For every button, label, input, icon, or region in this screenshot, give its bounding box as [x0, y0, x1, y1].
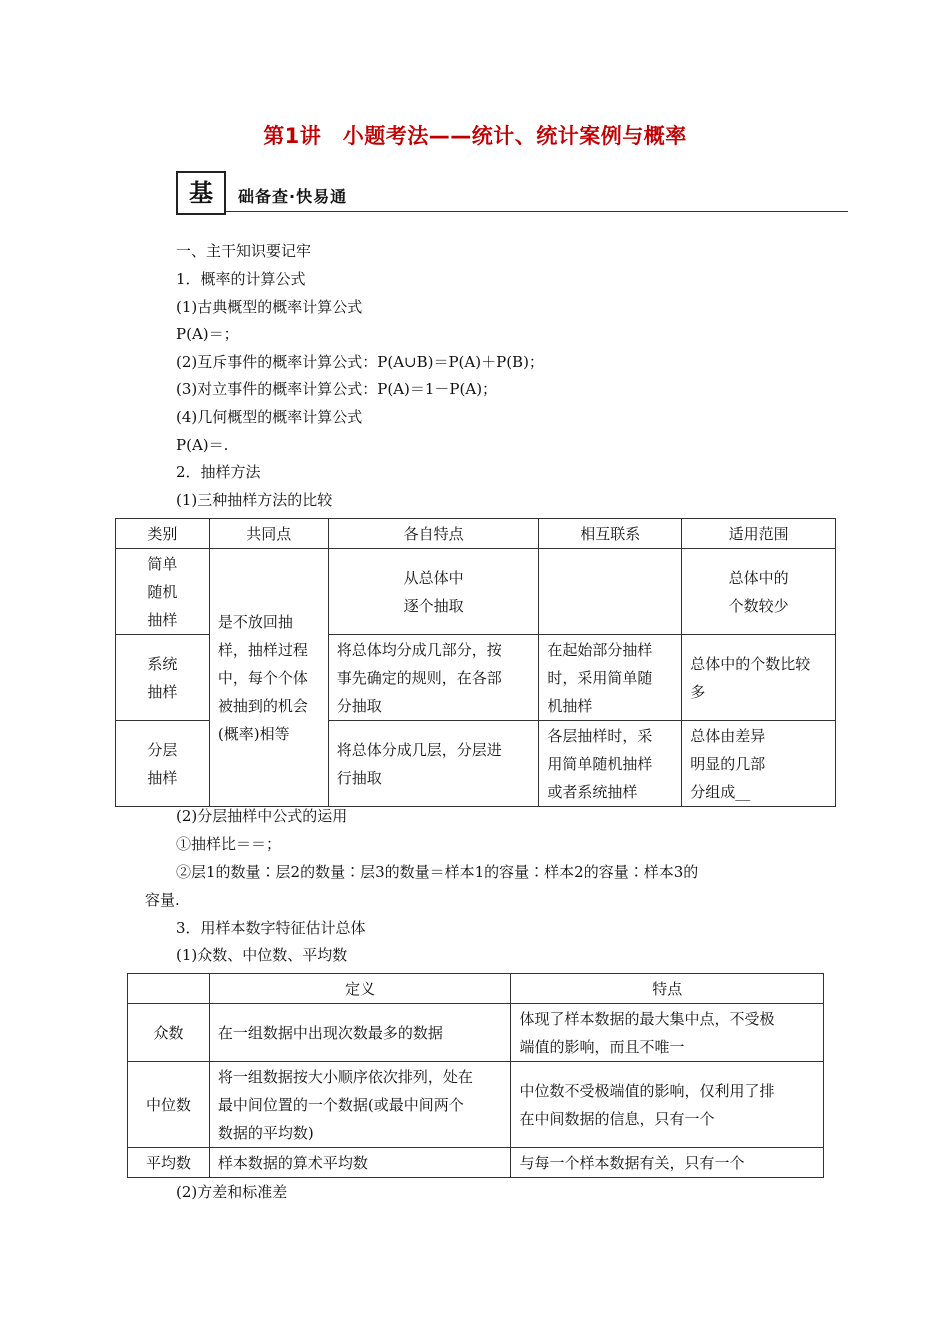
banner-box: 基	[176, 171, 226, 215]
heading-sampling-methods: 2．抽样方法	[176, 463, 261, 481]
cell-mean-characteristics: 与每一个样本数据有关，只有一个	[511, 1148, 824, 1178]
table-header-row	[128, 974, 824, 1004]
cell-simple-relation	[539, 549, 682, 635]
table-header-row	[116, 519, 836, 549]
header-features: 各自特点	[328, 519, 539, 549]
cell-mode-definition: 在一组数据中出现次数最多的数据	[209, 1004, 511, 1062]
table-row	[116, 549, 836, 635]
cell-simple-random: 简单 随机 抽样	[116, 549, 210, 635]
cell-simple-feature: 从总体中 逐个抽取	[328, 549, 539, 635]
header-blank	[128, 974, 210, 1004]
banner-text: 础备查·快易通	[238, 187, 348, 206]
cell-median-characteristics: 中位数不受极端值的影响，仅利用了排 在中间数据的信息，只有一个	[511, 1062, 824, 1148]
sampling-table	[115, 518, 836, 807]
item-mutually-exclusive: (2)互斥事件的概率计算公式：P(A∪B)＝P(A)＋P(B)；	[176, 353, 544, 371]
cell-simple-scope: 总体中的 个数较少	[682, 549, 836, 635]
cell-mean: 平均数	[128, 1148, 210, 1178]
cell-stratified-scope: 总体由差异 明显的几部 分组成__	[682, 721, 836, 807]
item-geometric-probability: (4)几何概型的概率计算公式	[176, 408, 363, 426]
formula-classical: P(A)＝；	[176, 325, 239, 343]
item-classical-probability: (1)古典概型的概率计算公式	[176, 298, 363, 316]
formula-geometric: P(A)＝.	[176, 436, 229, 454]
cell-systematic-scope: 总体中的个数比较 多	[682, 635, 836, 721]
heading-main-knowledge: 一、主干知识要记牢	[176, 242, 312, 260]
header-relation: 相互联系	[539, 519, 682, 549]
section-banner	[176, 171, 848, 221]
cell-mean-definition: 样本数据的算术平均数	[209, 1148, 511, 1178]
header-common: 共同点	[209, 519, 328, 549]
cell-mode-characteristics: 体现了样本数据的最大集中点，不受极 端值的影响，而且不唯一	[511, 1004, 824, 1062]
table-row	[128, 1004, 824, 1062]
item-stratified-formula: (2)分层抽样中公式的运用	[176, 807, 348, 825]
statistics-table	[127, 973, 824, 1178]
cell-common-point: 是不放回抽 样，抽样过程 中，每个个体 被抽到的机会 (概率)相等	[209, 549, 328, 807]
heading-probability-formulas: 1．概率的计算公式	[176, 270, 306, 288]
banner-rule	[226, 211, 848, 212]
cell-mode: 众数	[128, 1004, 210, 1062]
table-row	[128, 1148, 824, 1178]
header-scope: 适用范围	[682, 519, 836, 549]
cell-systematic-feature: 将总体均分成几部分，按 事先确定的规则，在各部 分抽取	[328, 635, 539, 721]
table-row	[128, 1062, 824, 1148]
heading-sample-features: 3．用样本数字特征估计总体	[176, 919, 366, 937]
item-sampling-comparison: (1)三种抽样方法的比较	[176, 491, 333, 509]
cell-median-definition: 将一组数据按大小顺序依次排列，处在 最中间位置的一个数据(或最中间两个 数据的平均数)	[209, 1062, 511, 1148]
cell-median: 中位数	[128, 1062, 210, 1148]
item-mode-median-mean: (1)众数、中位数、平均数	[176, 946, 348, 964]
formula-layer-ratio-cont: 容量.	[145, 891, 180, 909]
header-definition: 定义	[209, 974, 511, 1004]
header-category: 类别	[116, 519, 210, 549]
cell-systematic: 系统 抽样	[116, 635, 210, 721]
item-variance-std: (2)方差和标准差	[176, 1183, 288, 1201]
page-title: 第1讲 小题考法——统计、统计案例与概率	[263, 124, 687, 148]
cell-stratified-feature: 将总体分成几层，分层进 行抽取	[328, 721, 539, 807]
header-characteristics: 特点	[511, 974, 824, 1004]
formula-sampling-ratio: ①抽样比＝＝；	[176, 835, 282, 853]
formula-layer-ratio: ②层1的数量∶层2的数量∶层3的数量＝样本1的容量∶样本2的容量∶样本3的	[176, 863, 699, 881]
cell-stratified: 分层 抽样	[116, 721, 210, 807]
item-complementary: (3)对立事件的概率计算公式：P(A)＝1－P(A)；	[176, 380, 498, 398]
cell-stratified-relation: 各层抽样时，采 用简单随机抽样 或者系统抽样	[539, 721, 682, 807]
cell-systematic-relation: 在起始部分抽样 时，采用简单随 机抽样	[539, 635, 682, 721]
